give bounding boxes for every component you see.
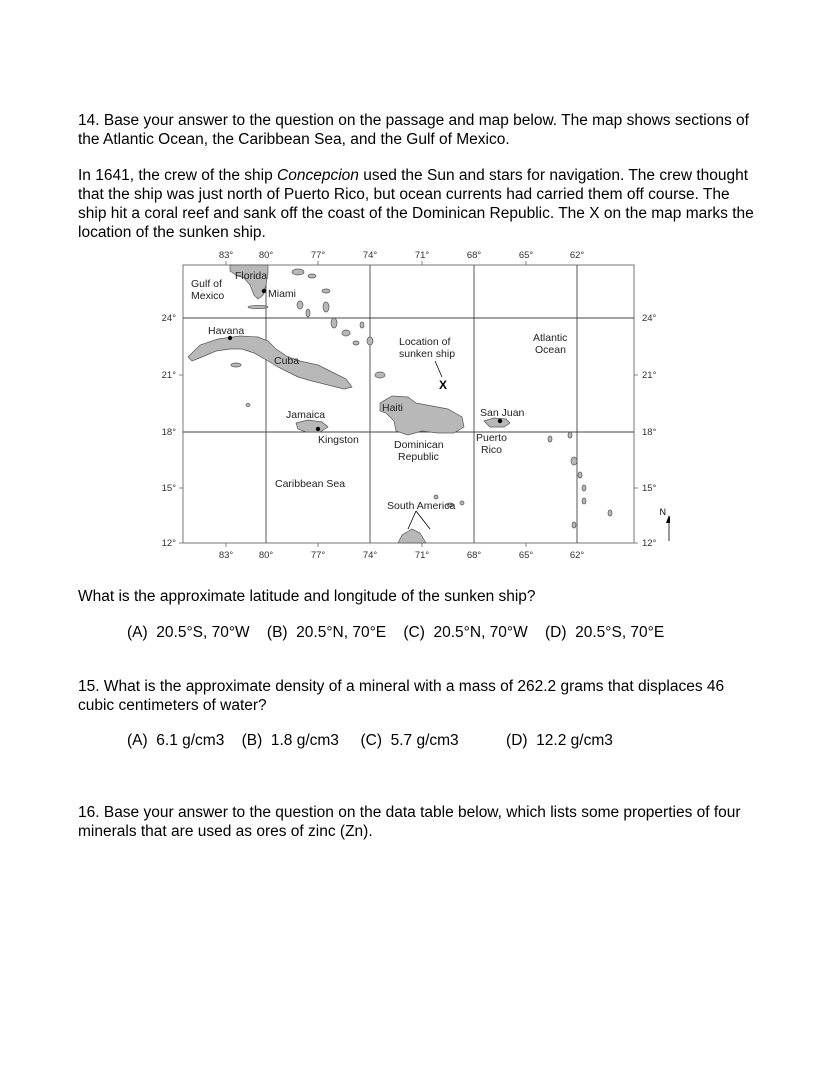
lat-label: 18° <box>642 427 657 438</box>
lat-label: 12° <box>161 538 176 549</box>
lon-label: 62° <box>569 550 585 561</box>
lat-label: 15° <box>642 483 657 494</box>
jamaica-land <box>296 420 328 432</box>
ship-name: Concepcion <box>277 167 359 184</box>
lon-label: 74° <box>362 250 378 261</box>
lat-label: 24° <box>161 313 176 324</box>
kingston-label: Kingston <box>318 434 359 446</box>
option-b[interactable]: (B) 1.8 g/cm3 <box>241 732 339 749</box>
q15-question: 15. What is the approximate density of a mineral with a mass of 262.2 grams that displaces 46 cubic centimeters of water? <box>78 678 725 714</box>
lon-label: 83° <box>218 250 234 261</box>
sunken-ship-label: sunken ship <box>399 348 456 360</box>
option-c[interactable]: (C) 20.5°N, 70°W <box>403 624 528 641</box>
option-d[interactable]: (D) 12.2 g/cm3 <box>506 732 613 749</box>
sunken-ship-marker: X <box>439 378 448 392</box>
kingston-dot <box>316 427 320 431</box>
lat-label: 12° <box>642 538 657 549</box>
north-arrow <box>660 507 671 541</box>
jamaica-label: Jamaica <box>286 409 326 421</box>
option-a[interactable]: (A) 6.1 g/cm3 <box>127 732 225 749</box>
option-a[interactable]: (A) 20.5°S, 70°W <box>127 624 250 641</box>
gulf-label: Mexico <box>191 290 225 302</box>
place-labels <box>191 270 567 512</box>
miami-dot <box>262 289 266 293</box>
lat-label: 24° <box>642 313 657 324</box>
south-america-pointer-left <box>408 511 416 529</box>
north-label: N <box>659 507 666 517</box>
lat-label: 15° <box>161 483 176 494</box>
puerto-rico-land <box>484 418 510 427</box>
option-d[interactable]: (D) 20.5°S, 70°E <box>544 624 665 641</box>
lon-label: 71° <box>414 550 430 561</box>
latitude-labels-right <box>642 313 657 549</box>
florida-label: Florida <box>235 270 268 282</box>
lon-label: 62° <box>569 250 585 261</box>
lon-label: 74° <box>362 550 378 561</box>
lat-label: 21° <box>161 370 176 381</box>
haiti-label: Haiti <box>382 402 404 414</box>
south-america-land <box>398 529 426 543</box>
caribbean-map <box>150 245 670 565</box>
lon-label: 68° <box>466 550 482 561</box>
miami-label: Miami <box>268 288 296 300</box>
atlantic-label: Ocean <box>535 344 566 356</box>
q14-options <box>127 624 664 642</box>
gulf-label: Gulf of <box>191 278 222 290</box>
option-c[interactable]: (C) 5.7 g/cm3 <box>360 732 459 749</box>
option-b[interactable]: (B) 20.5°N, 70°E <box>266 624 387 641</box>
latitude-labels-left <box>162 313 177 549</box>
caribbean-label: Caribbean Sea <box>275 478 346 490</box>
san-juan-dot <box>498 419 502 423</box>
lon-label: 83° <box>218 550 234 561</box>
longitude-labels-top <box>219 250 585 261</box>
lon-label: 71° <box>414 250 430 261</box>
south-america-label: South America <box>387 500 456 512</box>
dominican-label: Dominican <box>394 439 444 451</box>
lon-label: 80° <box>258 250 274 261</box>
atlantic-label: Atlantic <box>533 332 568 344</box>
sunken-ship-pointer <box>435 361 442 377</box>
lat-label: 21° <box>642 370 657 381</box>
passage-text-end: used the Sun and stars for navigation. The crew thought that the ship was just north of Puerto Rico, but ocean currents had carried them off course. The ship hit a coral reef and sank off the coast of the Dominican Republic. The X on the map marks the location of the sunken ship. <box>78 167 754 241</box>
q14-question: What is the approximate latitude and longitude of the sunken ship? <box>78 588 536 605</box>
san-juan-label: San Juan <box>480 407 525 419</box>
lon-label: 80° <box>258 550 274 561</box>
lon-label: 77° <box>310 250 326 261</box>
lon-label: 68° <box>466 250 482 261</box>
puerto-rico-label: Rico <box>481 444 503 456</box>
north-arrow-head <box>666 515 670 523</box>
lon-label: 77° <box>310 550 326 561</box>
lat-label: 18° <box>161 427 176 438</box>
q16-intro: 16. Base your answer to the question on the data table below, which lists some properties of four minerals that are used as ores of zinc (Zn). <box>78 804 741 840</box>
cuba-label: Cuba <box>274 355 300 367</box>
lon-label: 65° <box>518 250 534 261</box>
sunken-ship-label: Location of <box>399 336 451 348</box>
dominican-label: Republic <box>398 451 439 463</box>
q15-options <box>127 732 613 750</box>
passage-text-start: In 1641, the crew of the ship <box>78 167 278 184</box>
q14-intro: 14. Base your answer to the question on the passage and map below. The map shows sections of the Atlantic Ocean, the Caribbean Sea, and the Gulf of Mexico. <box>78 112 749 148</box>
havana-label: Havana <box>208 325 245 337</box>
south-america-pointer-right <box>416 511 430 529</box>
cuba-land <box>188 336 352 389</box>
longitude-labels-bottom <box>219 550 585 561</box>
q14-passage <box>78 166 758 242</box>
lon-label: 65° <box>518 550 534 561</box>
puerto-rico-label: Puerto <box>476 432 507 444</box>
